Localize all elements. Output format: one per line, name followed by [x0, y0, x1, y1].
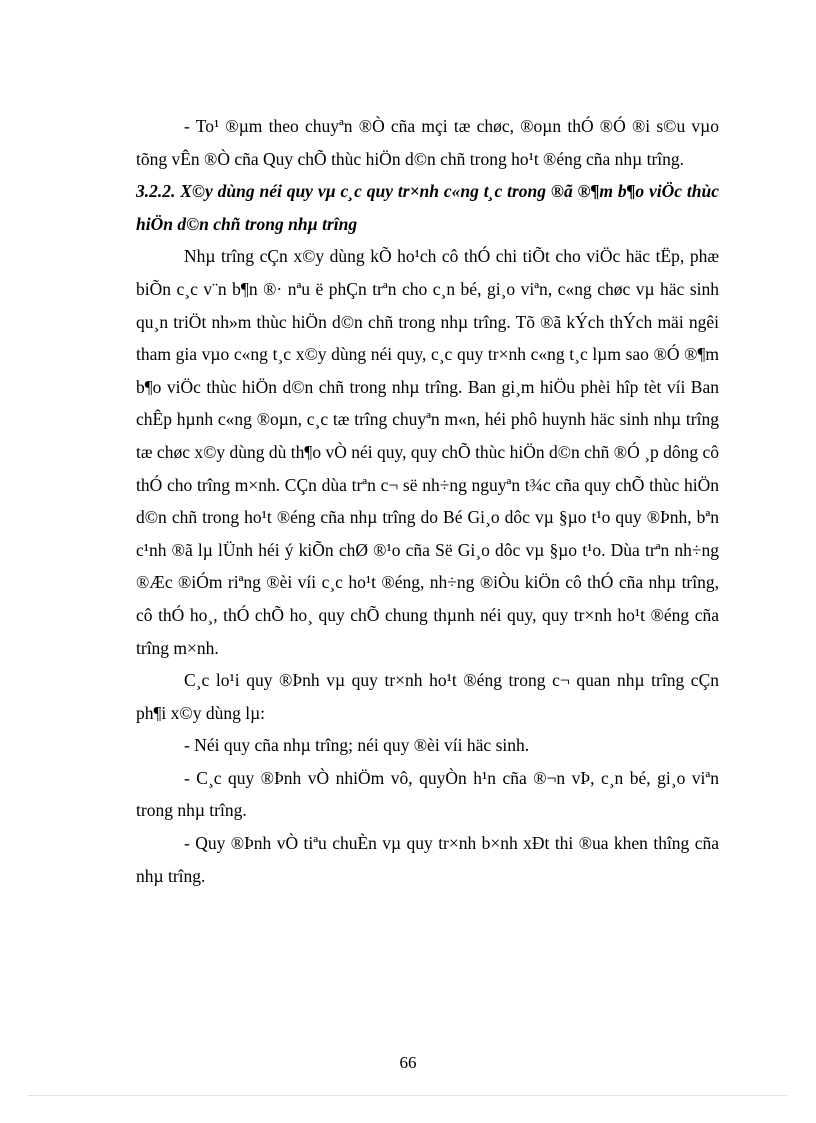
page-number: 66 — [399, 1053, 417, 1072]
paragraph-1: - To¹ ®µm theo chuyªn ®Ò cña mçi tæ chøc, ®oµn thÓ ®Ó ®i s©u vµo tõng vÊn ®Ò cña Quy chÕ thùc hiÖn d©n chñ trong ho¹t ®éng cña nhµ trîng. — [136, 116, 719, 169]
paragraph-6: - Quy ®Þnh vÒ tiªu chuÈn vµ quy tr×nh b×nh xÐt thi ®ua khen thîng cña nhµ trîng. — [136, 833, 719, 886]
paragraph-3: C¸c lo¹i quy ®Þnh vµ quy tr×nh ho¹t ®éng trong c¬ quan nhµ trîng cÇn ph¶i x©y dùng lµ: — [136, 670, 719, 723]
paragraph-4: - Néi quy cña nhµ trîng; néi quy ®èi víi häc sinh. — [184, 735, 530, 756]
page-content — [136, 110, 719, 892]
paragraph-5: - C¸c quy ®Þnh vÒ nhiÖm vô, quyÒn h¹n cña ®¬n vÞ, c¸n bé, gi¸o viªn trong nhµ trîng. — [136, 767, 719, 821]
section-heading-3-2-2: 3.2.2. X©y dùng néi quy vµ c¸c quy tr×nh c«ng t¸c trong ®ã ®¶m b¶o viÖc thùc hiÖn d©n chñ trong nhµ trîng — [136, 181, 719, 234]
page-divider — [28, 1095, 788, 1096]
paragraph-2: Nhµ trîng cÇn x©y dùng kÕ ho¹ch cô thÓ chi tiÕt cho viÖc häc tËp, phæ biÕn c¸c v¨n b¶n ®· nªu ë phÇn trªn cho c¸n bé, gi¸o viªn, c«ng chøc vµ häc sinh qu¸n triÖt nh»m thùc hiÖn d©n chñ trong nhµ trîng. Tõ ®ã kÝch thÝch mäi ngêi tham gia vµo c«ng t¸c x©y dùng néi quy, c¸c quy tr×nh c«ng t¸c lµm sao ®Ó ®¶m b¶o viÖc thùc hiÖn d©n chñ trong nhµ trîng. Ban gi¸m hiÖu phèi hîp tèt víi Ban chÊp hµnh c«ng ®oµn, c¸c tæ trîng chuyªn m«n, héi phô huynh häc sinh nhµ trîng tæ chøc x©y dùng dù th¶o vÒ néi quy, quy chÕ thùc hiÖn d©n chñ ®Ó ¸p dông cô thÓ cho trîng m×nh. CÇn dùa trªn c¬ së nh÷ng nguyªn t¾c cña quy chÕ thùc hiÖn d©n chñ trong ho¹t ®éng cña nhµ trîng do Bé Gi¸o dôc vµ §µo t¹o quy ®Þnh, bªn c¹nh ®ã lµ lÜnh héi ý kiÕn chØ ®¹o cña Së Gi¸o dôc vµ §µo t¹o. Dùa trªn nh÷ng ®Æc ®iÓm riªng ®èi víi c¸c ho¹t ®éng, nh÷ng ®iÒu kiÖn cô thÓ cña nhµ trîng, cô thÓ ho¸, thÓ chÕ ho¸ quy chÕ chung thµnh néi quy, quy tr×nh ho¹t ®éng cña trîng m×nh. — [136, 246, 719, 658]
